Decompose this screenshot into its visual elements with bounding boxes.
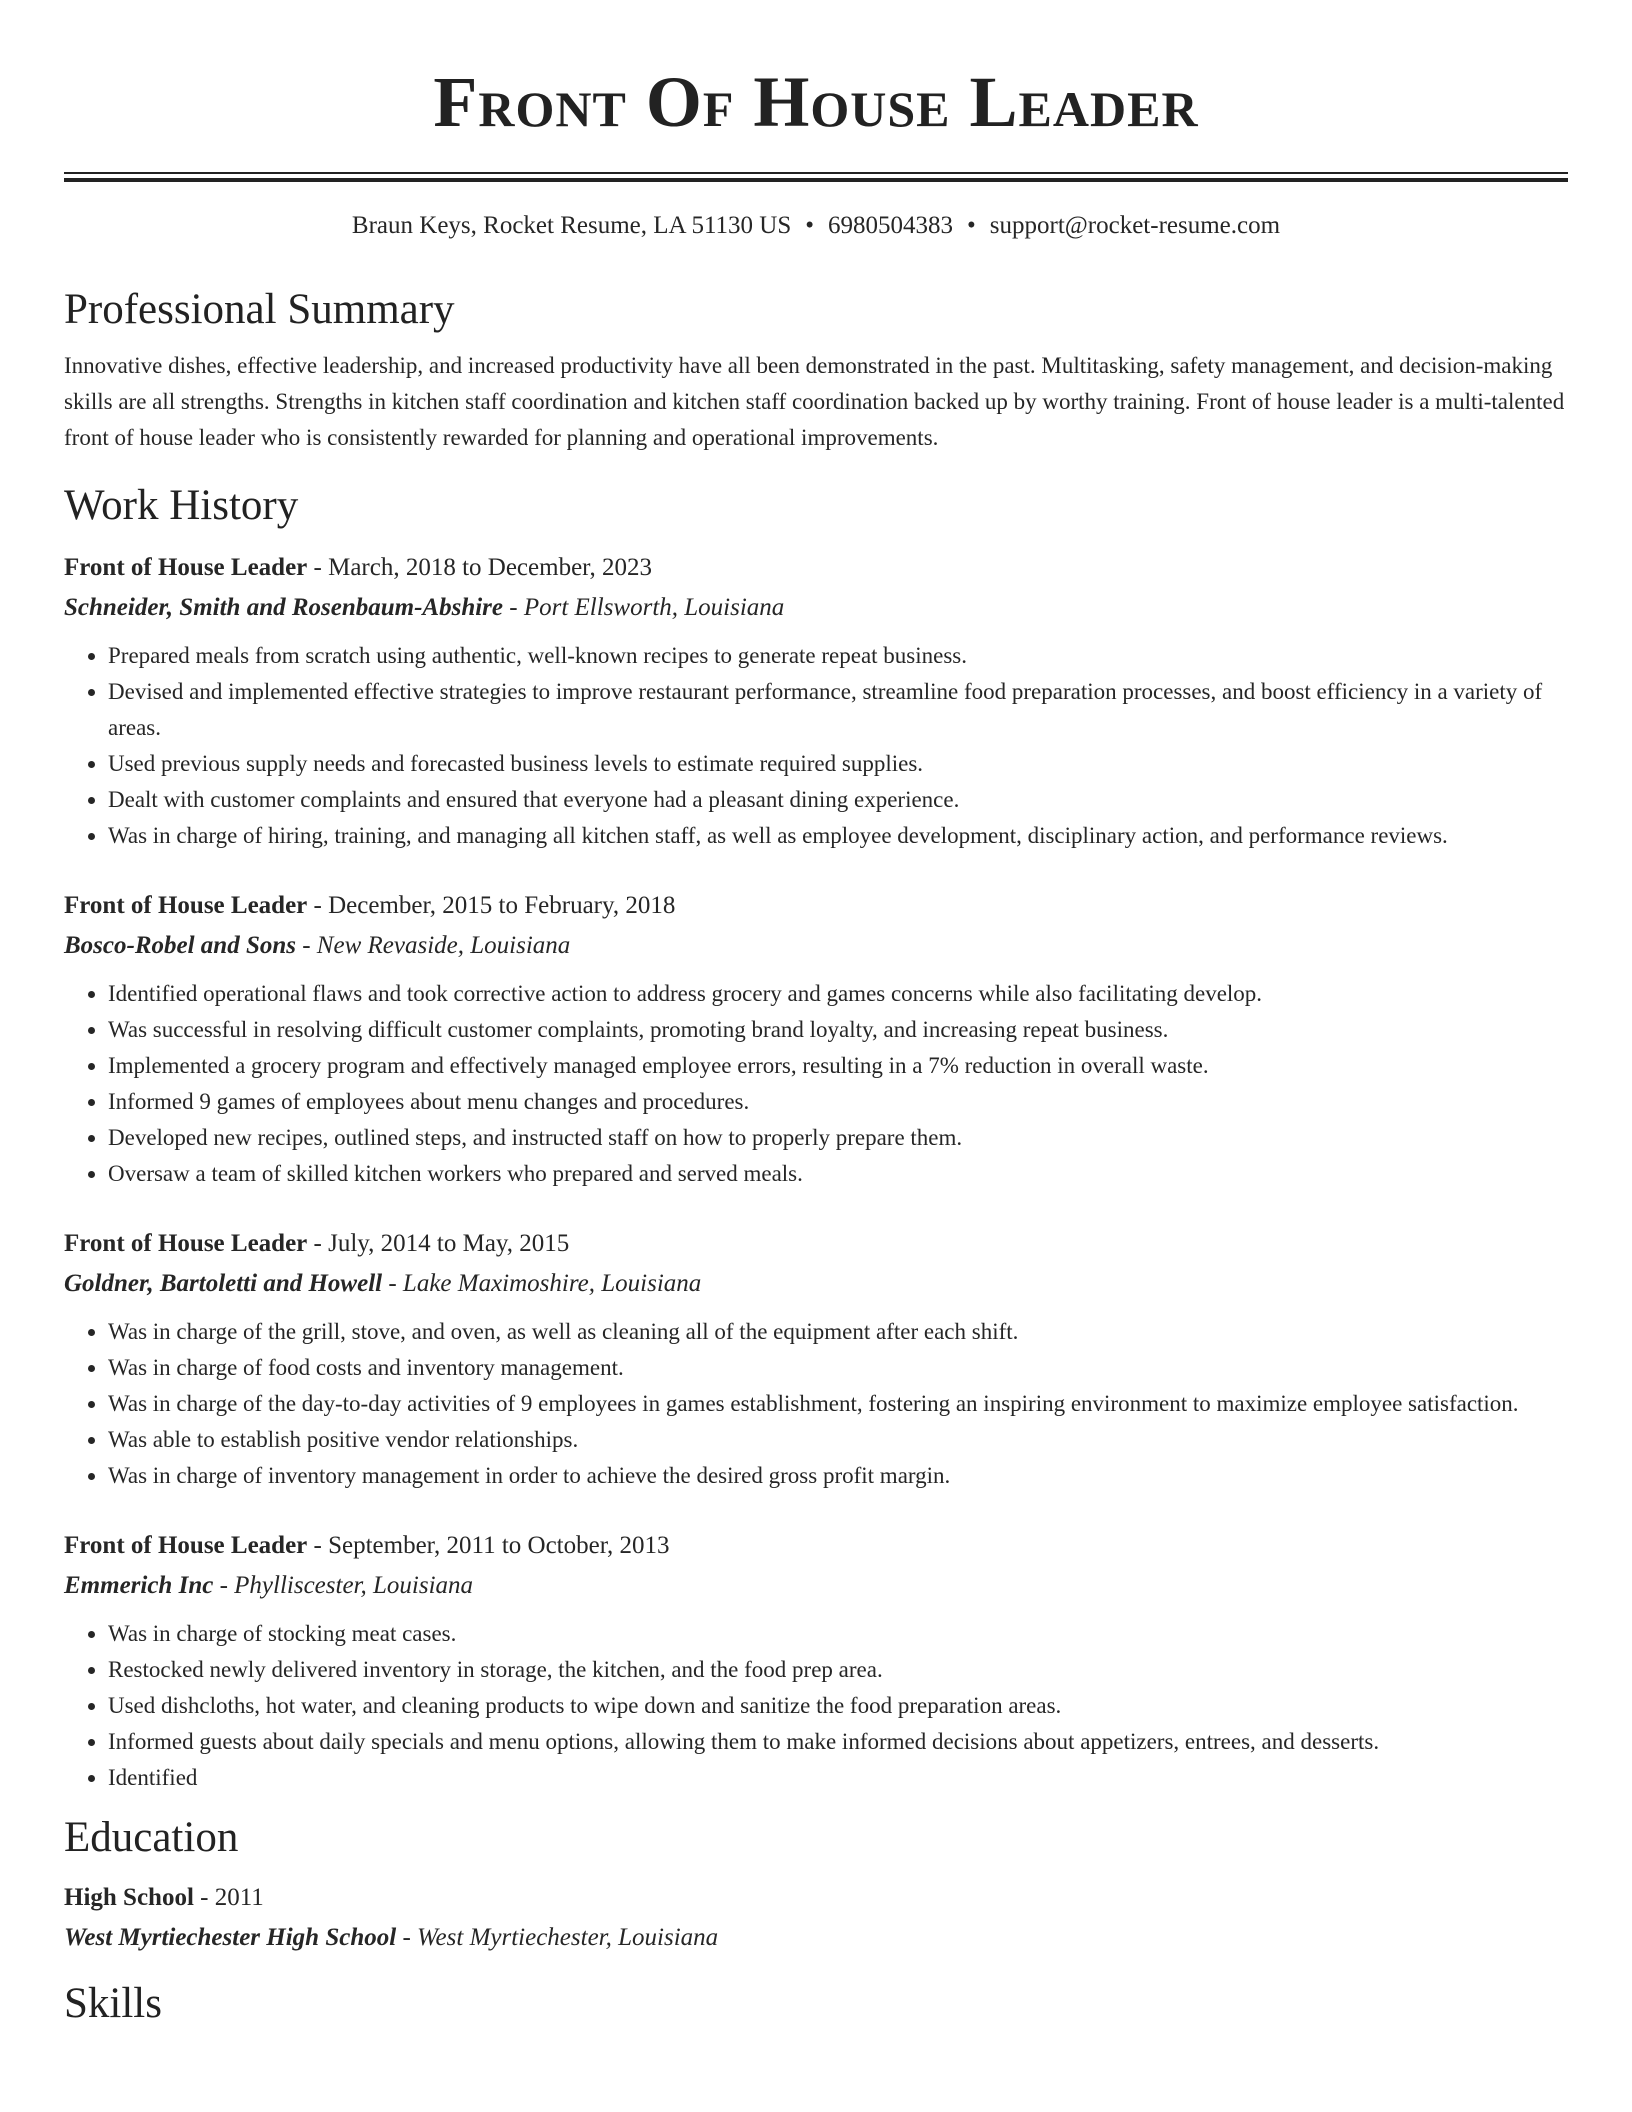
job-header (64, 548, 1568, 588)
job-bullet: • Oversaw a team of skilled kitchen workers who prepared and served meals. (108, 1156, 1568, 1192)
work-history-heading: Work History (64, 482, 299, 529)
contact-phone: 6980504383 (828, 212, 953, 239)
job-bullet: • Devised and implemented effective strategies to improve restaurant performance, streamline food preparation processes, and boost efficiency in a variety of areas. (108, 674, 1568, 746)
job-dates: - July, 2014 to May, 2015 (307, 1230, 570, 1257)
education-entry (64, 1878, 1568, 1958)
contact-separator: • (967, 212, 976, 239)
job-header (64, 1224, 1568, 1264)
job-employer (64, 926, 1568, 966)
job-company: Goldner, Bartoletti and Howell (64, 1270, 383, 1297)
job-entry (64, 886, 1568, 1192)
job-entry (64, 548, 1568, 854)
education-school: West Myrtiechester High School (64, 1924, 397, 1951)
education-institution (64, 1918, 1568, 1958)
contact-line (64, 210, 1568, 242)
job-bullet: • Was successful in resolving difficult customer complaints, promoting brand loyalty, and increasing repeat business. (108, 1012, 1568, 1048)
resume-title: Front Of House Leader (433, 62, 1199, 142)
job-location: - New Revaside, Louisiana (295, 932, 571, 959)
summary-text: Innovative dishes, effective leadership, and increased productivity have all been demonstrated in the past. Multitasking, safety management, and decision-making skills are all strengths. Strengths in kitchen staff coordination and kitchen staff coordination backed up by worthy training. Front of house leader is a multi-talented front of house leader who is consistently rewarded for planning and operational improvements. (64, 353, 1565, 450)
job-entry (64, 1526, 1568, 1796)
job-bullet: • Was in charge of hiring, training, and managing all kitchen staff, as well as employee development, disciplinary action, and performance reviews. (108, 818, 1568, 854)
job-bullet: • Dealt with customer complaints and ensured that everyone had a pleasant dining experience. (108, 782, 1568, 818)
job-dates: - March, 2018 to December, 2023 (307, 554, 652, 581)
education-header (64, 1878, 1568, 1918)
job-bullet: • Used previous supply needs and forecasted business levels to estimate required supplies. (108, 746, 1568, 782)
education-degree: High School (64, 1884, 194, 1911)
job-employer (64, 1264, 1568, 1304)
education-location: - West Myrtiechester, Louisiana (396, 1924, 719, 1951)
job-company: Emmerich Inc (64, 1572, 214, 1599)
job-bullet: • Identified operational flaws and took corrective action to address grocery and games concerns while also facilitating develop. (108, 976, 1568, 1012)
job-company: Schneider, Smith and Rosenbaum-Abshire (64, 594, 504, 621)
job-bullets (64, 638, 1568, 854)
job-bullet: • Informed guests about daily specials and menu options, allowing them to make informed decisions about appetizers, entrees, and desserts. (108, 1724, 1568, 1760)
title-divider (64, 172, 1568, 184)
job-bullet: • Was in charge of stocking meat cases. (108, 1616, 1568, 1652)
job-bullet: • Identified (108, 1760, 1568, 1796)
job-company: Bosco-Robel and Sons (64, 932, 296, 959)
education-year: - 2011 (193, 1884, 264, 1911)
summary-section (64, 282, 1568, 456)
job-role: Front of House Leader (64, 1230, 308, 1257)
job-bullet: • Prepared meals from scratch using authentic, well-known recipes to generate repeat business. (108, 638, 1568, 674)
job-bullet: • Implemented a grocery program and effectively managed employee errors, resulting in a 7% reduction in overall waste. (108, 1048, 1568, 1084)
job-bullet: • Developed new recipes, outlined steps, and instructed staff on how to properly prepare them. (108, 1120, 1568, 1156)
job-role: Front of House Leader (64, 1532, 308, 1559)
education-section (64, 1810, 1568, 1958)
job-role: Front of House Leader (64, 892, 308, 919)
job-bullet: • Restocked newly delivered inventory in storage, the kitchen, and the food prep area. (108, 1652, 1568, 1688)
skills-section (64, 1976, 1568, 2032)
contact-address: Braun Keys, Rocket Resume, LA 51130 US (351, 212, 792, 239)
contact-separator: • (805, 212, 814, 239)
work-history-section (64, 478, 1568, 1796)
job-header (64, 1526, 1568, 1566)
job-location: - Lake Maximoshire, Louisiana (382, 1270, 702, 1297)
job-bullets (64, 1314, 1568, 1494)
job-dates: - December, 2015 to February, 2018 (307, 892, 676, 919)
education-heading: Education (64, 1814, 239, 1861)
job-role: Front of House Leader (64, 554, 308, 581)
job-bullet: • Was in charge of food costs and inventory management. (108, 1350, 1568, 1386)
job-bullet: • Was able to establish positive vendor relationships. (108, 1422, 1568, 1458)
job-bullets (64, 1616, 1568, 1796)
job-bullet: • Informed 9 games of employees about menu changes and procedures. (108, 1084, 1568, 1120)
job-header (64, 886, 1568, 926)
job-dates: - September, 2011 to October, 2013 (307, 1532, 670, 1559)
job-employer (64, 588, 1568, 628)
job-bullet: • Was in charge of the day-to-day activities of 9 employees in games establishment, fostering an inspiring environment to maximize employee satisfaction. (108, 1386, 1568, 1422)
job-bullets (64, 976, 1568, 1192)
contact-email: support@rocket-resume.com (989, 212, 1281, 239)
skills-heading: Skills (64, 1980, 162, 2027)
summary-heading: Professional Summary (64, 286, 455, 333)
job-bullet: • Used dishcloths, hot water, and cleaning products to wipe down and sanitize the food preparation areas. (108, 1688, 1568, 1724)
job-entry (64, 1224, 1568, 1494)
job-employer (64, 1566, 1568, 1606)
job-location: - Port Ellsworth, Louisiana (503, 594, 785, 621)
job-bullet: • Was in charge of inventory management in order to achieve the desired gross profit margin. (108, 1458, 1568, 1494)
job-bullet: • Was in charge of the grill, stove, and oven, as well as cleaning all of the equipment after each shift. (108, 1314, 1568, 1350)
job-location: - Phylliscester, Louisiana (213, 1572, 474, 1599)
